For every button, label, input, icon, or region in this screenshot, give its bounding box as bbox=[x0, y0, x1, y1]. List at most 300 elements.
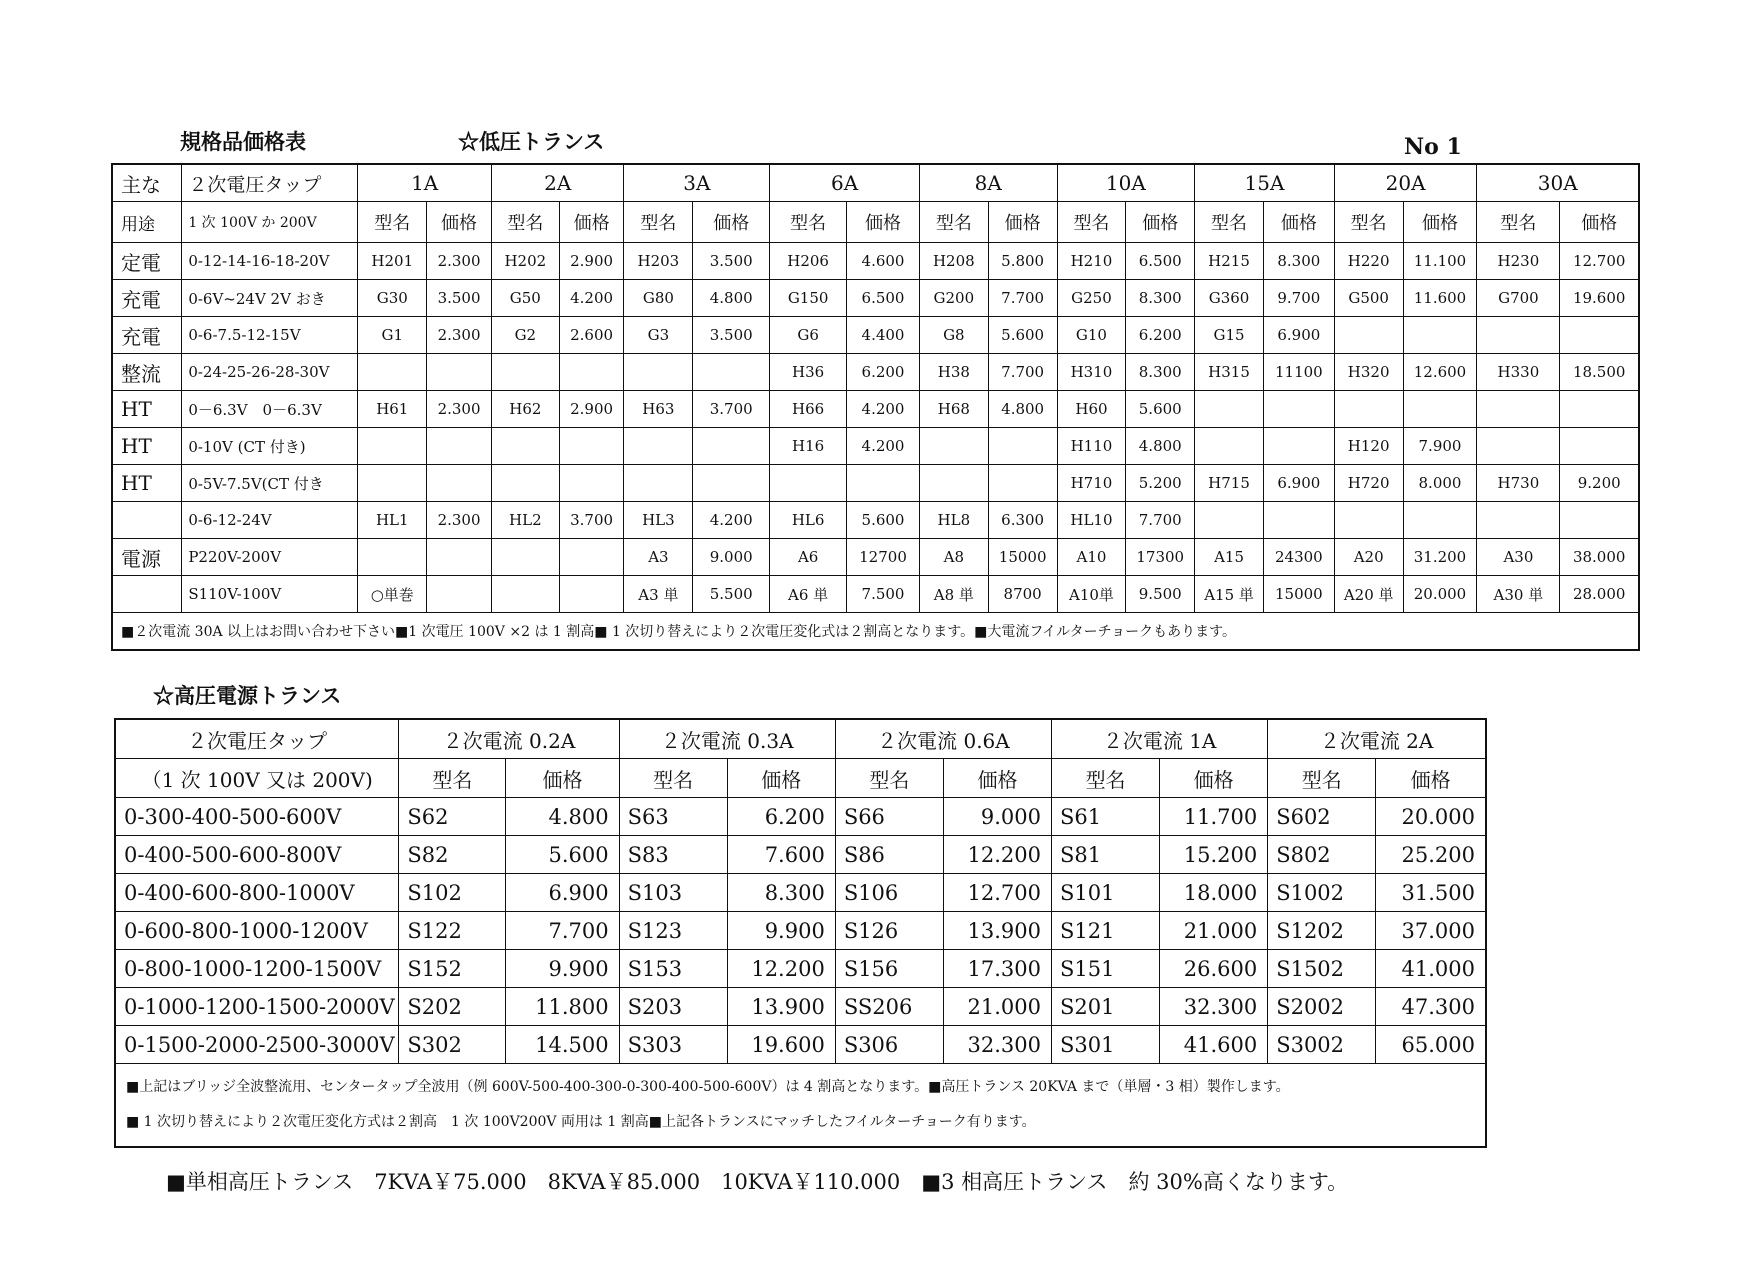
tap-cell: 0-600-800-1000-1200V bbox=[115, 912, 399, 950]
model-cell: HL2 bbox=[491, 502, 559, 539]
model-cell: S153 bbox=[619, 950, 727, 988]
current-header: ２次電流 2A bbox=[1268, 719, 1486, 759]
price-column-header: 価格 bbox=[943, 759, 1051, 798]
tap-cell: 0-6-7.5-12-15V bbox=[182, 317, 358, 354]
price-cell: 6.900 bbox=[1263, 317, 1334, 354]
table-row bbox=[115, 836, 1486, 874]
price-cell bbox=[1263, 502, 1334, 539]
use-cell: HT bbox=[112, 428, 182, 465]
model-cell bbox=[1477, 502, 1560, 539]
price-column-header: 価格 bbox=[559, 202, 624, 243]
price-cell: 20.000 bbox=[1403, 576, 1477, 613]
model-cell: S302 bbox=[399, 1026, 506, 1064]
table-row bbox=[112, 465, 1639, 502]
price-cell: 19.600 bbox=[1560, 280, 1639, 317]
model-cell: H16 bbox=[770, 428, 847, 465]
model-cell bbox=[491, 354, 559, 391]
model-cell: H60 bbox=[1057, 391, 1126, 428]
price-cell: 4.200 bbox=[847, 391, 920, 428]
price-cell: 6.200 bbox=[727, 798, 835, 836]
model-cell: G10 bbox=[1057, 317, 1126, 354]
model-cell: A30 bbox=[1477, 539, 1560, 576]
model-cell: H63 bbox=[624, 391, 693, 428]
price-cell: 4.400 bbox=[847, 317, 920, 354]
model-cell: H203 bbox=[624, 243, 693, 280]
model-cell: H715 bbox=[1195, 465, 1264, 502]
model-cell: S3002 bbox=[1268, 1026, 1376, 1064]
price-cell: 8700 bbox=[988, 576, 1057, 613]
price-cell: 4.600 bbox=[847, 243, 920, 280]
model-cell bbox=[1195, 391, 1264, 428]
price-cell: 31.200 bbox=[1403, 539, 1477, 576]
price-cell: 11.100 bbox=[1403, 243, 1477, 280]
use-cell: 定電 bbox=[112, 243, 182, 280]
table-row bbox=[112, 576, 1639, 613]
model-cell: HL3 bbox=[624, 502, 693, 539]
price-cell: 12.200 bbox=[943, 836, 1051, 874]
model-cell bbox=[1477, 391, 1560, 428]
price-cell bbox=[1263, 428, 1334, 465]
price-cell bbox=[988, 465, 1057, 502]
current-header: ２次電流 0.6A bbox=[835, 719, 1051, 759]
model-column-header: 型名 bbox=[770, 202, 847, 243]
price-cell: 7.700 bbox=[988, 280, 1057, 317]
model-cell: S203 bbox=[619, 988, 727, 1026]
price-cell bbox=[559, 428, 624, 465]
model-cell: S126 bbox=[835, 912, 943, 950]
price-cell: 4.200 bbox=[847, 428, 920, 465]
price-column-header: 価格 bbox=[1560, 202, 1639, 243]
model-column-header: 型名 bbox=[491, 202, 559, 243]
price-cell bbox=[559, 576, 624, 613]
price-cell: 18.500 bbox=[1560, 354, 1639, 391]
price-cell: 25.200 bbox=[1376, 836, 1486, 874]
model-cell: A10単 bbox=[1057, 576, 1126, 613]
price-column-header: 価格 bbox=[988, 202, 1057, 243]
current-header: ２次電流 1A bbox=[1052, 719, 1268, 759]
model-cell: A15 単 bbox=[1195, 576, 1264, 613]
current-header: 10A bbox=[1057, 164, 1195, 202]
model-cell: H730 bbox=[1477, 465, 1560, 502]
model-cell bbox=[624, 465, 693, 502]
price-cell: 3.700 bbox=[693, 391, 770, 428]
model-cell bbox=[919, 428, 988, 465]
price-cell bbox=[427, 354, 492, 391]
model-column-header: 型名 bbox=[1334, 202, 1403, 243]
tap-cell: 0－6.3V 0－6.3V bbox=[182, 391, 358, 428]
use-cell: 電源 bbox=[112, 539, 182, 576]
model-cell: S123 bbox=[619, 912, 727, 950]
model-cell: A20 bbox=[1334, 539, 1403, 576]
model-cell: H710 bbox=[1057, 465, 1126, 502]
price-cell: 4.800 bbox=[693, 280, 770, 317]
tap-cell: 0-5V-7.5V(CT 付き bbox=[182, 465, 358, 502]
table-row bbox=[115, 798, 1486, 836]
model-cell: S61 bbox=[1052, 798, 1160, 836]
table-row bbox=[115, 950, 1486, 988]
price-cell: 2.600 bbox=[559, 317, 624, 354]
model-cell bbox=[919, 465, 988, 502]
table-row bbox=[115, 874, 1486, 912]
use-header-line2: 用途 bbox=[112, 202, 182, 243]
low-voltage-note: ■２次電流 30A 以上はお問い合わせ下さい■1 次電圧 100V ×2 は 1 割高■ 1 次切り替えにより２次電圧変化式は２割高となります。■大電流フイルターチョークもあります。 bbox=[112, 613, 1639, 651]
price-cell: 17300 bbox=[1126, 539, 1195, 576]
price-cell: 6.200 bbox=[1126, 317, 1195, 354]
model-cell: A6 単 bbox=[770, 576, 847, 613]
price-cell: 12.700 bbox=[943, 874, 1051, 912]
price-cell: 4.200 bbox=[693, 502, 770, 539]
table-row bbox=[112, 502, 1639, 539]
price-cell: 13.900 bbox=[943, 912, 1051, 950]
price-cell: 7.600 bbox=[727, 836, 835, 874]
use-cell: HT bbox=[112, 465, 182, 502]
price-cell: 8.000 bbox=[1403, 465, 1477, 502]
high-voltage-section-title: ☆高圧電源トランス bbox=[153, 683, 342, 708]
tap-cell: 0-6-12-24V bbox=[182, 502, 358, 539]
price-cell: 9.700 bbox=[1263, 280, 1334, 317]
price-cell: 5.800 bbox=[988, 243, 1057, 280]
model-cell: H61 bbox=[358, 391, 427, 428]
model-cell: H36 bbox=[770, 354, 847, 391]
model-cell: G30 bbox=[358, 280, 427, 317]
model-cell bbox=[1334, 391, 1403, 428]
tap-header-line2: 1 次 100V か 200V bbox=[182, 202, 358, 243]
model-cell: H230 bbox=[1477, 243, 1560, 280]
model-cell: S301 bbox=[1052, 1026, 1160, 1064]
price-cell: 6.500 bbox=[1126, 243, 1195, 280]
model-column-header: 型名 bbox=[1477, 202, 1560, 243]
price-cell bbox=[1560, 391, 1639, 428]
use-cell bbox=[112, 502, 182, 539]
price-cell bbox=[1560, 428, 1639, 465]
model-cell: S602 bbox=[1268, 798, 1376, 836]
tap-cell: 0-6V~24V 2V おき bbox=[182, 280, 358, 317]
price-cell: 26.600 bbox=[1160, 950, 1268, 988]
price-cell: 21.000 bbox=[1160, 912, 1268, 950]
price-column-header: 価格 bbox=[1376, 759, 1486, 798]
price-column-header: 価格 bbox=[1263, 202, 1334, 243]
price-cell: 8.300 bbox=[1126, 280, 1195, 317]
price-cell: 11.800 bbox=[506, 988, 619, 1026]
model-cell: S1002 bbox=[1268, 874, 1376, 912]
price-column-header: 価格 bbox=[506, 759, 619, 798]
tap-cell: 0-10V (CT 付き) bbox=[182, 428, 358, 465]
price-cell: 9.000 bbox=[943, 798, 1051, 836]
price-cell: 4.800 bbox=[988, 391, 1057, 428]
price-cell bbox=[1560, 502, 1639, 539]
model-cell: H38 bbox=[919, 354, 988, 391]
model-column-header: 型名 bbox=[835, 759, 943, 798]
model-cell: S201 bbox=[1052, 988, 1160, 1026]
price-cell: 7.700 bbox=[506, 912, 619, 950]
model-cell bbox=[1477, 428, 1560, 465]
model-cell: SS206 bbox=[835, 988, 943, 1026]
tap-cell: P220V-200V bbox=[182, 539, 358, 576]
model-cell: H202 bbox=[491, 243, 559, 280]
model-column-header: 型名 bbox=[1052, 759, 1160, 798]
table-row bbox=[112, 391, 1639, 428]
price-cell: 2.300 bbox=[427, 502, 492, 539]
tap-cell: 0-300-400-500-600V bbox=[115, 798, 399, 836]
model-cell: S82 bbox=[399, 836, 506, 874]
header-row-labels bbox=[115, 759, 1486, 798]
price-column-header: 価格 bbox=[727, 759, 835, 798]
price-cell: 9.900 bbox=[727, 912, 835, 950]
use-cell: 整流 bbox=[112, 354, 182, 391]
price-cell: 12.200 bbox=[727, 950, 835, 988]
model-cell: H210 bbox=[1057, 243, 1126, 280]
model-cell: A10 bbox=[1057, 539, 1126, 576]
price-cell: 37.000 bbox=[1376, 912, 1486, 950]
tap-header-line1: ２次電圧タップ bbox=[182, 164, 358, 202]
price-cell: 7.700 bbox=[1126, 502, 1195, 539]
model-cell: G50 bbox=[491, 280, 559, 317]
price-cell: 2.900 bbox=[559, 243, 624, 280]
price-cell bbox=[1560, 317, 1639, 354]
price-cell: 5.600 bbox=[1126, 391, 1195, 428]
high-voltage-note-1: ■上記はブリッジ全波整流用、センタータップ全波用（例 600V-500-400-300-0-300-400-500-600V）は 4 割高となります。■高圧トランス 20KVA まで（単層・3 相）製作します。 bbox=[126, 1079, 1290, 1095]
model-cell: H68 bbox=[919, 391, 988, 428]
price-column-header: 価格 bbox=[1126, 202, 1195, 243]
price-cell bbox=[693, 354, 770, 391]
model-cell: H330 bbox=[1477, 354, 1560, 391]
price-cell bbox=[427, 465, 492, 502]
model-cell: A20 単 bbox=[1334, 576, 1403, 613]
current-header: ２次電流 0.3A bbox=[619, 719, 835, 759]
tap-cell: 0-1000-1200-1500-2000V bbox=[115, 988, 399, 1026]
model-cell: H201 bbox=[358, 243, 427, 280]
low-voltage-section-title: ☆低圧トランス bbox=[458, 129, 605, 154]
model-cell: S802 bbox=[1268, 836, 1376, 874]
price-cell: 6.300 bbox=[988, 502, 1057, 539]
model-cell: S2002 bbox=[1268, 988, 1376, 1026]
model-cell: A3 bbox=[624, 539, 693, 576]
model-cell: S121 bbox=[1052, 912, 1160, 950]
model-column-header: 型名 bbox=[1195, 202, 1264, 243]
price-cell: 38.000 bbox=[1560, 539, 1639, 576]
model-cell: H310 bbox=[1057, 354, 1126, 391]
model-cell: S66 bbox=[835, 798, 943, 836]
model-cell: H720 bbox=[1334, 465, 1403, 502]
model-cell: H208 bbox=[919, 243, 988, 280]
model-cell: HL10 bbox=[1057, 502, 1126, 539]
price-cell bbox=[1403, 502, 1477, 539]
model-cell: S106 bbox=[835, 874, 943, 912]
price-cell: 14.500 bbox=[506, 1026, 619, 1064]
tap-cell: S110V-100V bbox=[182, 576, 358, 613]
current-header: 6A bbox=[770, 164, 920, 202]
model-cell bbox=[491, 465, 559, 502]
price-cell: 8.300 bbox=[1263, 243, 1334, 280]
price-column-header: 価格 bbox=[1160, 759, 1268, 798]
model-cell: HL1 bbox=[358, 502, 427, 539]
price-cell bbox=[1403, 391, 1477, 428]
header-row-currents bbox=[112, 164, 1639, 202]
price-cell: 28.000 bbox=[1560, 576, 1639, 613]
price-cell bbox=[693, 428, 770, 465]
model-cell: G80 bbox=[624, 280, 693, 317]
table-row bbox=[115, 988, 1486, 1026]
model-cell bbox=[358, 428, 427, 465]
price-cell: 7.900 bbox=[1403, 428, 1477, 465]
price-cell: 65.000 bbox=[1376, 1026, 1486, 1064]
price-cell bbox=[847, 465, 920, 502]
high-voltage-note-2: ■ 1 次切り替えにより２次電圧変化方式は２割高 1 次 100V200V 両用は 1 割高■上記各トランスにマッチしたフイルターチョーク有ります。 bbox=[126, 1114, 1036, 1130]
price-cell: 32.300 bbox=[943, 1026, 1051, 1064]
use-header-line1: 主な bbox=[112, 164, 182, 202]
model-cell: H62 bbox=[491, 391, 559, 428]
model-cell: S63 bbox=[619, 798, 727, 836]
model-column-header: 型名 bbox=[1057, 202, 1126, 243]
price-cell: 12.600 bbox=[1403, 354, 1477, 391]
model-column-header: 型名 bbox=[358, 202, 427, 243]
model-cell: S1202 bbox=[1268, 912, 1376, 950]
current-header: ２次電流 0.2A bbox=[399, 719, 619, 759]
model-cell: H120 bbox=[1334, 428, 1403, 465]
price-cell: 9.200 bbox=[1560, 465, 1639, 502]
model-cell: S103 bbox=[619, 874, 727, 912]
model-cell: H315 bbox=[1195, 354, 1264, 391]
use-cell bbox=[112, 576, 182, 613]
current-header: 15A bbox=[1195, 164, 1335, 202]
price-cell: 20.000 bbox=[1376, 798, 1486, 836]
tap-cell: 0-12-14-16-18-20V bbox=[182, 243, 358, 280]
model-cell: S101 bbox=[1052, 874, 1160, 912]
model-column-header: 型名 bbox=[1268, 759, 1376, 798]
model-cell: H215 bbox=[1195, 243, 1264, 280]
model-cell bbox=[491, 428, 559, 465]
price-cell: 5.600 bbox=[988, 317, 1057, 354]
model-cell: S81 bbox=[1052, 836, 1160, 874]
price-cell: 5.500 bbox=[693, 576, 770, 613]
table-row bbox=[115, 1026, 1486, 1064]
page-number: No 1 bbox=[1404, 134, 1462, 160]
price-cell bbox=[988, 428, 1057, 465]
model-cell: G15 bbox=[1195, 317, 1264, 354]
price-cell: 47.300 bbox=[1376, 988, 1486, 1026]
price-cell: 15000 bbox=[1263, 576, 1334, 613]
price-cell: 41.000 bbox=[1376, 950, 1486, 988]
table-row bbox=[112, 354, 1639, 391]
model-cell: G250 bbox=[1057, 280, 1126, 317]
model-cell: S151 bbox=[1052, 950, 1160, 988]
model-cell bbox=[1195, 428, 1264, 465]
price-cell: 18.000 bbox=[1160, 874, 1268, 912]
model-cell: G6 bbox=[770, 317, 847, 354]
price-cell: 7.700 bbox=[988, 354, 1057, 391]
price-cell: 11100 bbox=[1263, 354, 1334, 391]
model-column-header: 型名 bbox=[619, 759, 727, 798]
model-cell bbox=[491, 576, 559, 613]
model-cell: G3 bbox=[624, 317, 693, 354]
price-cell: 12.700 bbox=[1560, 243, 1639, 280]
model-cell: S86 bbox=[835, 836, 943, 874]
price-cell: 7.500 bbox=[847, 576, 920, 613]
tap-header-line2: （1 次 100V 又は 200V) bbox=[115, 759, 399, 798]
price-cell: 5.200 bbox=[1126, 465, 1195, 502]
model-cell: G360 bbox=[1195, 280, 1264, 317]
page-title: 規格品価格表 bbox=[180, 129, 306, 154]
price-cell: 19.600 bbox=[727, 1026, 835, 1064]
price-cell bbox=[427, 539, 492, 576]
price-cell: 11.700 bbox=[1160, 798, 1268, 836]
price-cell bbox=[1263, 391, 1334, 428]
price-cell: 9.000 bbox=[693, 539, 770, 576]
model-cell: A6 bbox=[770, 539, 847, 576]
price-cell: 4.800 bbox=[1126, 428, 1195, 465]
price-cell bbox=[427, 576, 492, 613]
current-header: 30A bbox=[1477, 164, 1639, 202]
model-cell bbox=[1477, 317, 1560, 354]
price-cell: 2.300 bbox=[427, 243, 492, 280]
model-cell: HL8 bbox=[919, 502, 988, 539]
price-cell: 3.500 bbox=[693, 243, 770, 280]
tap-cell: 0-1500-2000-2500-3000V bbox=[115, 1026, 399, 1064]
price-cell: 15.200 bbox=[1160, 836, 1268, 874]
price-cell bbox=[427, 428, 492, 465]
price-column-header: 価格 bbox=[1403, 202, 1477, 243]
model-cell: G2 bbox=[491, 317, 559, 354]
model-cell: H320 bbox=[1334, 354, 1403, 391]
model-cell: A8 bbox=[919, 539, 988, 576]
model-cell: G700 bbox=[1477, 280, 1560, 317]
model-column-header: 型名 bbox=[919, 202, 988, 243]
current-header: 1A bbox=[358, 164, 492, 202]
model-column-header: 型名 bbox=[399, 759, 506, 798]
model-cell: S62 bbox=[399, 798, 506, 836]
tap-cell: 0-400-500-600-800V bbox=[115, 836, 399, 874]
price-cell: 6.200 bbox=[847, 354, 920, 391]
price-cell: 5.600 bbox=[847, 502, 920, 539]
model-cell bbox=[770, 465, 847, 502]
model-cell: S156 bbox=[835, 950, 943, 988]
price-cell bbox=[1403, 317, 1477, 354]
table-row bbox=[112, 243, 1639, 280]
header-row-currents bbox=[115, 719, 1486, 759]
price-cell bbox=[693, 465, 770, 502]
model-cell bbox=[358, 539, 427, 576]
table-row bbox=[115, 912, 1486, 950]
price-cell: 2.900 bbox=[559, 391, 624, 428]
model-cell: A3 単 bbox=[624, 576, 693, 613]
tap-cell: 0-400-600-800-1000V bbox=[115, 874, 399, 912]
use-cell: 充電 bbox=[112, 317, 182, 354]
price-cell bbox=[559, 465, 624, 502]
price-cell bbox=[559, 539, 624, 576]
model-cell: G500 bbox=[1334, 280, 1403, 317]
price-cell: 8.300 bbox=[1126, 354, 1195, 391]
tap-cell: 0-24-25-26-28-30V bbox=[182, 354, 358, 391]
model-cell: G1 bbox=[358, 317, 427, 354]
price-cell: 6.900 bbox=[1263, 465, 1334, 502]
model-cell: A30 単 bbox=[1477, 576, 1560, 613]
model-cell: A15 bbox=[1195, 539, 1264, 576]
model-cell: A8 単 bbox=[919, 576, 988, 613]
price-cell: 3.500 bbox=[693, 317, 770, 354]
model-cell: S303 bbox=[619, 1026, 727, 1064]
header-row-labels bbox=[112, 202, 1639, 243]
notes-row bbox=[115, 1064, 1486, 1148]
model-cell: G8 bbox=[919, 317, 988, 354]
price-cell: 4.200 bbox=[559, 280, 624, 317]
model-cell bbox=[358, 465, 427, 502]
price-column-header: 価格 bbox=[427, 202, 492, 243]
current-header: 3A bbox=[624, 164, 770, 202]
model-cell: G150 bbox=[770, 280, 847, 317]
price-cell: 8.300 bbox=[727, 874, 835, 912]
model-cell bbox=[1334, 502, 1403, 539]
tap-cell: 0-800-1000-1200-1500V bbox=[115, 950, 399, 988]
